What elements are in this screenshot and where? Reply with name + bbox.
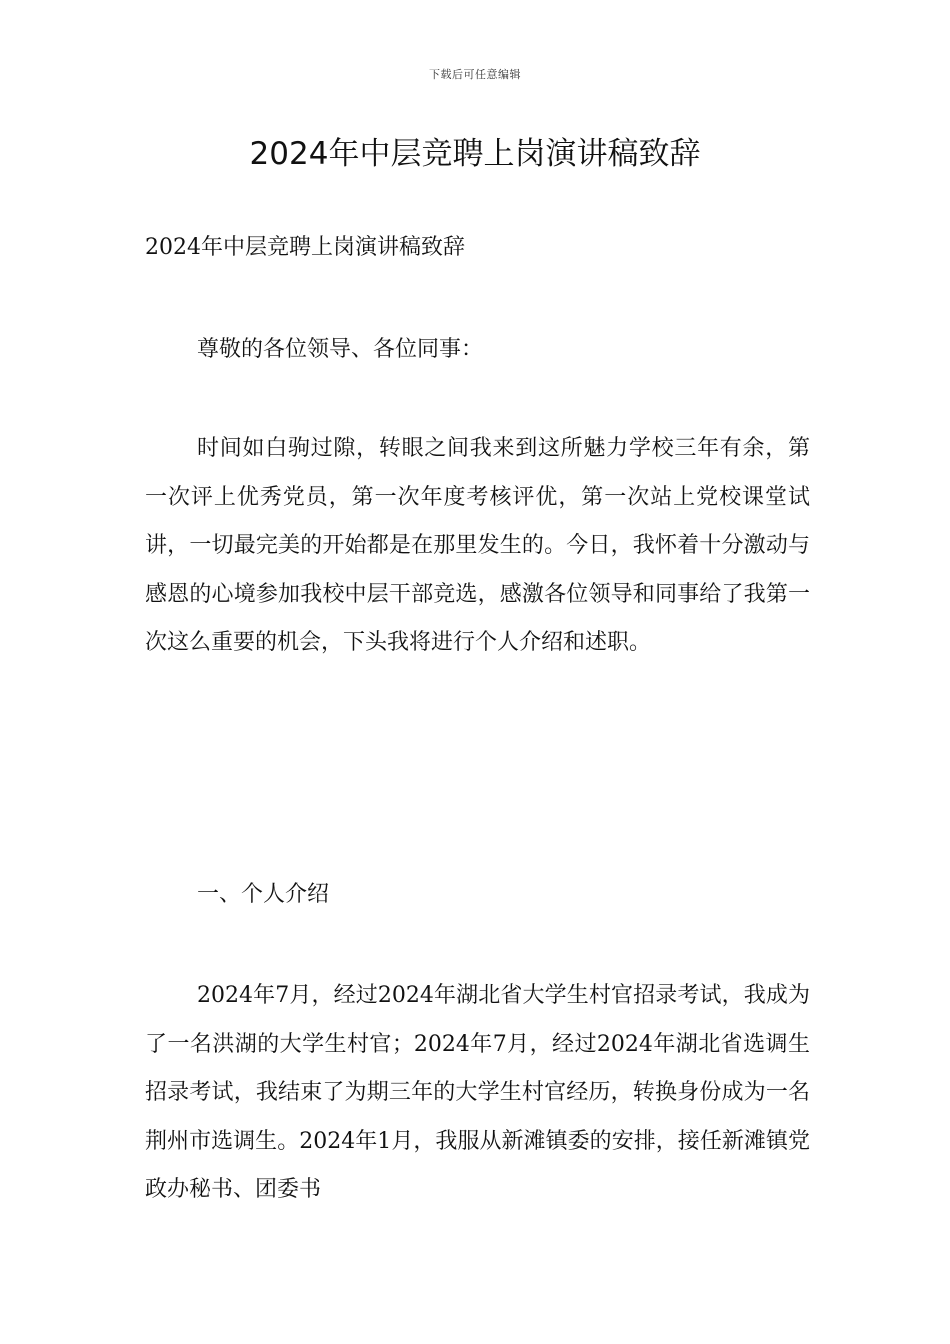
paragraph-2: 2024年7月，经过2024年湖北省大学生村官招录考试，我成为了一名洪湖的大学生村官；2024年7月，经过2024年湖北省选调生招录考试，我结束了为期三年的大学生村官经历，转换身份成为一名荆州市选调生。2024年1月，我服从新滩镇委的安排，接任新滩镇党政办秘书、团委书 xyxy=(145,983,810,1202)
document-title: 2024年中层竞聘上岗演讲稿致辞 xyxy=(249,136,701,172)
document-subtitle: 2024年中层竞聘上岗演讲稿致辞 xyxy=(145,235,465,260)
salutation: 尊敬的各位领导、各位同事： xyxy=(197,337,484,362)
paragraph-1: 时间如白驹过隙，转眼之间我来到这所魅力学校三年有余，第一次评上优秀党员，第一次年度考核评优，第一次站上党校课堂试讲，一切最完美的开始都是在那里发生的。今日，我怀着十分激动与感恩的心境参加我校中层干部竞选，感激各位领导和同事给了我第一次这么重要的机会，下头我将进行个人介绍和述职。 xyxy=(145,436,810,655)
section-heading-personal-intro: 一、个人介绍 xyxy=(197,882,330,907)
header-note: 下载后可任意编辑 xyxy=(429,68,521,81)
